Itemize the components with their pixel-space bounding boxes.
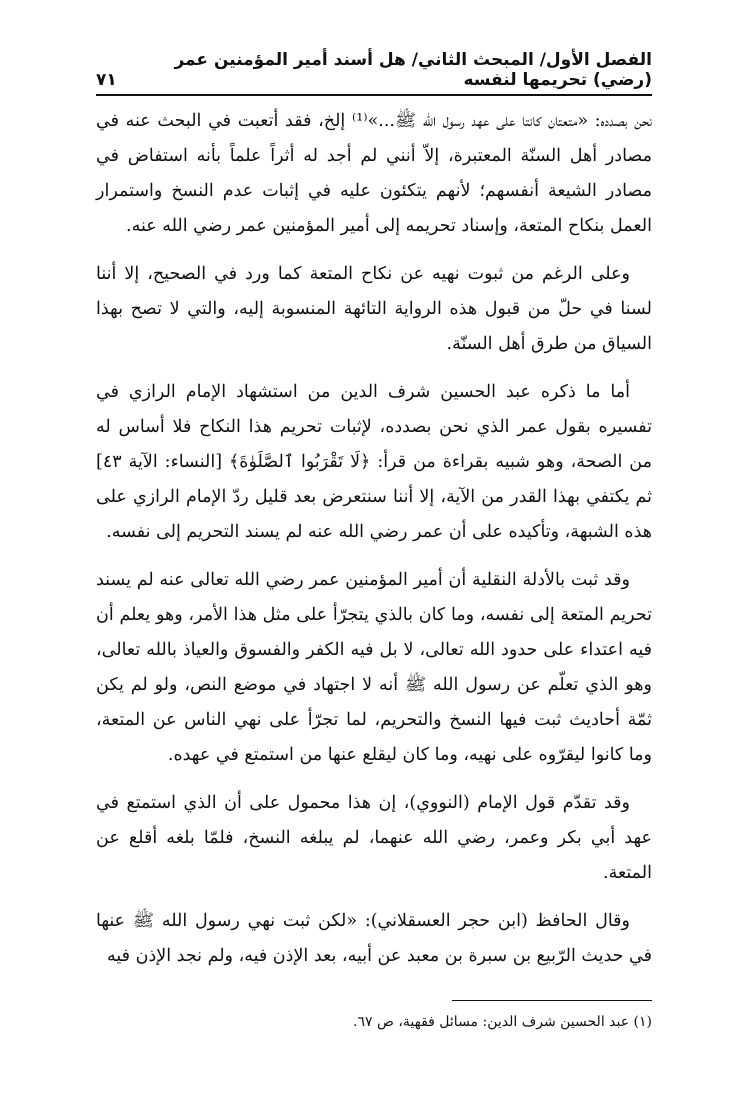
paragraph-6: وقال الحافظ (ابن حجر العسقلاني): «لكن ثبت نهي رسول الله ﷺ عنها في حديث الرّبيع بن سبرة بن معبد عن أبيه، بعد الإذن فيه، ولم نجد الإذن فيه (96, 911, 652, 966)
page-number: ٧١ (96, 70, 117, 90)
running-header (96, 50, 652, 90)
footnote-divider (452, 1000, 652, 1001)
paragraph-5: وقد تقدّم قول الإمام (النووي)، إن هذا محمول على أن الذي استمتع في عهد أبي بكر وعمر، رضي الله عنهما، لم يبلغه النسخ، فلمّا بلغه أقلع عن المتعة. (96, 793, 652, 883)
paragraph-4: وقد ثبت بالأدلة النقلية أن أمير المؤمنين عمر رضي الله تعالى عنه لم يسند تحريم المتعة إلى نفسه، وما كان بالذي يتجرّأ على مثل هذا الأمر، وهو يعلم أن فيه اعتداء على حدود الله تعالى، لا بل فيه الكفر والفسوق والعياذ بالله تعالى، وهو الذي تعلّم عن رسول الله ﷺ أنه لا اجتهاد في موضع النص، ولو لم يكن ثمّة أحاديث ثبت فيها النسخ والتحريم، لما تجرّأ على نهي الناس عن المتعة، وما كانوا ليقرّوه على نهيه، وما كان ليقلع عنها من استمتع في عهده. (96, 570, 652, 765)
paragraph-2: وعلى الرغم من ثبوت نهيه عن نكاح المتعة كما ورد في الصحيح، إلا أننا لسنا في حلّ من قبول هذه الرواية التائهة المنسوبة إليه، والتي لا تصح بهذا السياق من طرق أهل السنّة. (96, 264, 652, 354)
paragraph-3: أما ما ذكره عبد الحسين شرف الدين من استشهاد الإمام الرازي في تفسيره بقول عمر الذي نحن بصدده، لإثبات تحريم هذا النكاح فلا أساس له من الصحة، وهو شبيه بقراءة من قرأ: ﴿لَا تَقْرَبُوا ٱلصَّلَوٰةَ﴾ [النساء: الآية ٤٣] ثم يكتفي بهذا القدر من الآية، إلا أننا سنتعرض بعد قليل ردّ الإمام الرازي على هذه الشبهة، وتأكيده على أن عمر رضي الله عنه لم يسند التحريم إلى نفسه. (96, 382, 652, 542)
header-divider (96, 94, 652, 96)
paragraph-1: نحن بصدده: «متعتان كانتا على عهد رسول الله ﷺ...»⁽¹⁾ إلخ، فقد أتعبت في البحث عنه في مصادر أهل السنّة المعتبرة، إلاّ أنني لم أجد له أثراً علماً بأنه استفاض في مصادر الشيعة أنفسهم؛ لأنهم يتكئون عليه في إثبات عدم النسخ واستمرار العمل بنكاح المتعة، وإسناد تحريمه إلى أمير المؤمنين عمر رضي الله عنه. (96, 111, 652, 236)
body-text (96, 104, 652, 987)
footnote: (١) عبد الحسين شرف الدين: مسائل فقهية، ص ٦٧. (353, 1014, 652, 1030)
header-title: الفصل الأول/ المبحث الثاني/ هل أسند أمير المؤمنين عمر (رضي) تحريمها لنفسه (174, 50, 652, 90)
